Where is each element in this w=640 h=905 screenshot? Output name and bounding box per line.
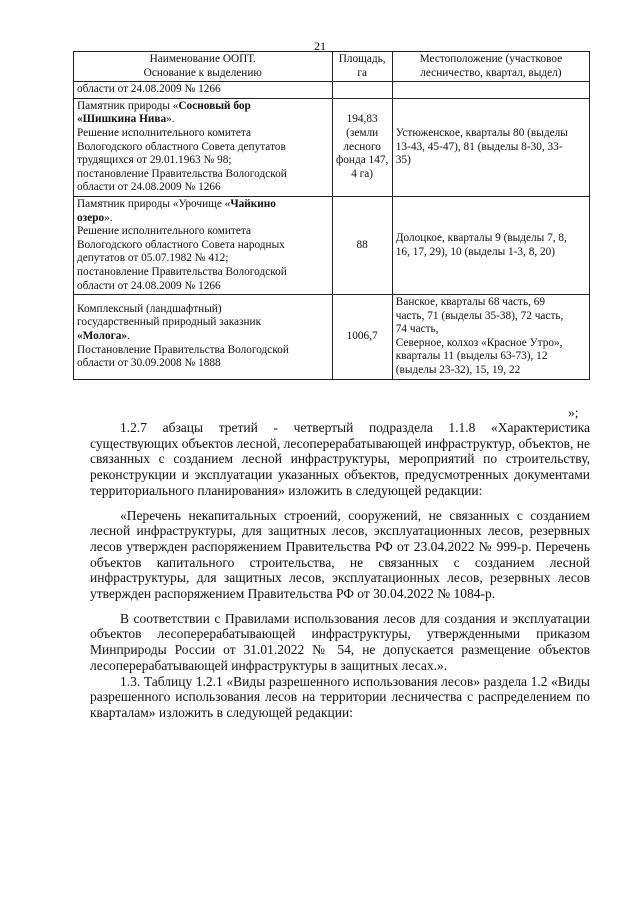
paragraph: 1.3. Таблицу 1.2.1 «Виды разрешенного использования лесов» раздела 1.2 «Виды разрешенного использования лесов на территории лесничества с распределением по кварталам» изложить в следующей редакции: xyxy=(90,673,590,720)
oopt-table xyxy=(73,51,590,380)
row-location: Долоцкое, кварталы 9 (выделы 7, 8, 16, 17, 29), 10 (выделы 1-3, 8, 20) xyxy=(392,196,589,294)
row-name: Комплексный (ландшафтный) государственный природный заказник «Молога». Постановление Правительства Вологодской области от 30.09.2008 № 1888 xyxy=(74,295,333,380)
table-row xyxy=(74,82,590,99)
quote-end-mark: »; xyxy=(568,405,579,420)
paragraph: В соответствии с Правилами использования лесов для создания и эксплуатации объектов лесоперерабатывающей инфраструктуры, утвержденными приказом Минприроды России от 31.01.2022 № 54, не допускается размещение объектов лесоперерабатывающей инфраструктуры в защитных лесах.». xyxy=(90,610,590,673)
cont-row-area xyxy=(332,82,392,99)
paragraph: «Перечень некапитальных строений, сооружений, не связанных с созданием лесной инфраструктуры, для защитных лесов, эксплуатационных лесов, резервных лесов утвержден распоряжением Правительства РФ от 23.04.2022 № 999-р. Перечень объектов капитального строительства, не связанных с созданием лесной инфраструктуры, для защитных лесов, эксплуатационных лесов, резервных лесов утвержден распоряжением Правительства РФ от 30.04.2022 № 1084-р. xyxy=(90,507,590,602)
row-area: 194,83 (земли лесного фонда 147, 4 га) xyxy=(332,98,392,196)
table-header-row xyxy=(74,52,590,82)
header-name: Наименование ООПТ. Основание к выделению xyxy=(74,52,333,82)
row-area: 1006,7 xyxy=(332,295,392,380)
paragraph: 1.2.7 абзацы третий - четвертый подраздела 1.1.8 «Характеристика существующих объектов лесной, лесоперерабатывающей инфраструктур, объектов, не связанных с созданием лесной инфраструктуры, мероприятий по строительству, реконструкции и эксплуатации указанных объектов, предусмотренных документами территориального планирования» изложить в следующей редакции: xyxy=(90,420,590,498)
table-row xyxy=(74,295,590,380)
table-row xyxy=(74,196,590,294)
row-location: Ванское, кварталы 68 часть, 69 часть, 71 (выделы 35-38), 72 часть, 74 часть, Северное, колхоз «Красное Утро», кварталы 11 (выделы 63-73), 12 (выделы 23-32), 15, 19, 22 xyxy=(392,295,589,380)
row-area: 88 xyxy=(332,196,392,294)
row-name: Памятник природы «Сосновый бор «Шишкина Нива». Решение исполнительного комитета Вологодского областного Совета депутатов трудящихся от 29.01.1963 № 98; постановление Правительства Вологодской области от 24.08.2009 № 1266 xyxy=(74,98,333,196)
row-name: Памятник природы «Урочище «Чайкино озеро». Решение исполнительного комитета Вологодского областного Совета народных депутатов от 05.07.1982 № 412; постановление Правительства Вологодской области от 24.08.2009 № 1266 xyxy=(74,196,333,294)
cont-row-location xyxy=(392,82,589,99)
header-area: Площадь, га xyxy=(332,52,392,82)
header-location: Местоположение (участковое лесничество, квартал, выдел) xyxy=(392,52,589,82)
body-text xyxy=(90,420,590,721)
row-location: Устюженское, кварталы 80 (выделы 13-43, 45-47), 81 (выделы 8-30, 33- 35) xyxy=(392,98,589,196)
table-row xyxy=(74,98,590,196)
cont-row-name: области от 24.08.2009 № 1266 xyxy=(74,82,333,99)
page-number: 21 xyxy=(314,39,326,53)
